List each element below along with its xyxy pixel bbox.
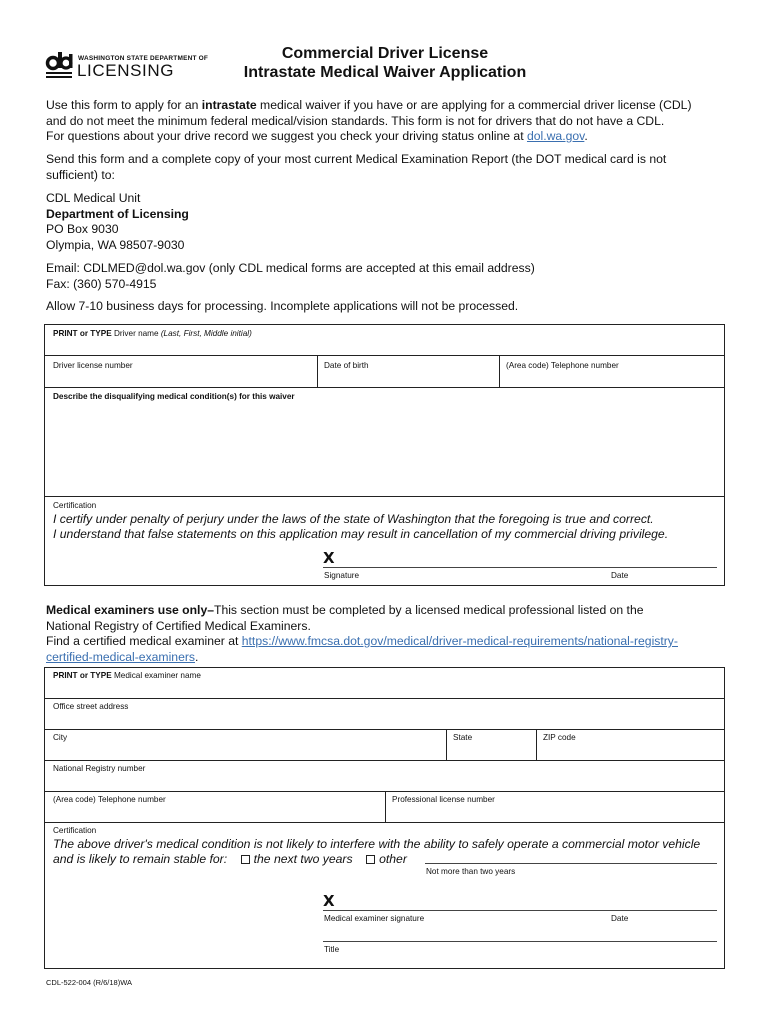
driver-signature-line[interactable] bbox=[323, 567, 717, 568]
driver-license-number-field[interactable]: Driver license number bbox=[53, 361, 133, 370]
examiner-intro: Medical examiners use only–This section must be completed by a licensed medical professional listed on the National Registry of Certified Medical Examiners. Find a certified medical examiner at https://www.fmcsa.dot.gov/medical/driver-medical-requirements/national-registry- certified-medical-examiners. bbox=[46, 603, 678, 664]
form-number: CDL-522-004 (R/6/18)WA bbox=[46, 978, 133, 987]
agency-name-small: WASHINGTON STATE DEPARTMENT OF bbox=[78, 55, 209, 62]
professional-license-number-field[interactable]: Professional license number bbox=[392, 795, 495, 804]
examiner-signature-line[interactable] bbox=[323, 910, 717, 911]
date-of-birth-field[interactable]: Date of birth bbox=[324, 361, 369, 370]
fax-text: Fax: (360) 570-4915 bbox=[46, 276, 157, 291]
driver-form bbox=[44, 324, 725, 586]
dol-logo-icon bbox=[44, 52, 74, 80]
zip-code-field[interactable]: ZIP code bbox=[543, 733, 576, 742]
checkbox-icon bbox=[366, 855, 375, 864]
city-field[interactable]: City bbox=[53, 733, 68, 742]
driver-certification-label: Certification bbox=[53, 501, 97, 510]
examiner-name-field[interactable]: PRINT or TYPE Medical examiner name bbox=[53, 671, 201, 680]
title-line[interactable] bbox=[323, 941, 717, 942]
other-duration-line[interactable] bbox=[425, 863, 717, 864]
contact-info bbox=[46, 261, 736, 292]
other-duration-hint: Not more than two years bbox=[426, 867, 516, 876]
driver-telephone-field[interactable]: (Area code) Telephone number bbox=[506, 361, 619, 370]
processing-note: Allow 7-10 business days for processing. Incomplete applications will not be processed. bbox=[46, 299, 519, 313]
driver-name-field[interactable]: PRINT or TYPE Driver name (Last, First, Middle initial) bbox=[53, 329, 252, 338]
driver-date-label: Date bbox=[611, 571, 629, 580]
stability-question: and is likely to remain stable for: the next two years other bbox=[53, 852, 407, 866]
page-title-line1: Commercial Driver License bbox=[281, 45, 489, 62]
national-registry-number-field[interactable]: National Registry number bbox=[53, 764, 146, 773]
examiner-signature-x-mark: X bbox=[323, 892, 335, 910]
two-years-checkbox[interactable]: the next two years bbox=[241, 852, 353, 866]
examiner-certification-label: Certification bbox=[53, 826, 97, 835]
agency-name-large: LICENSING bbox=[77, 61, 175, 80]
examiner-telephone-field[interactable]: (Area code) Telephone number bbox=[53, 795, 166, 804]
fmcsa-registry-link-continued[interactable]: certified-medical-examiners bbox=[46, 649, 196, 664]
medical-condition-field[interactable]: Describe the disqualifying medical condition(s) for this waiver bbox=[53, 392, 295, 401]
page-title-line2: Intrastate Medical Waiver Application bbox=[243, 64, 527, 81]
dol-website-link[interactable]: dol.wa.gov bbox=[526, 129, 585, 143]
examiner-date-label: Date bbox=[611, 914, 629, 923]
send-instructions: Send this form and a complete copy of your most current Medical Examination Report (the DOT medical card is not sufficient) to: bbox=[46, 152, 667, 182]
fmcsa-registry-link[interactable]: https://www.fmcsa.dot.gov/medical/driver-medical-requirements/national-registry- bbox=[241, 634, 678, 648]
mailing-address: CDL Medical Unit Department of Licensing PO Box 9030 Olympia, WA 98507-9030 bbox=[46, 191, 189, 252]
driver-certification-text: I certify under penalty of perjury under the laws of the state of Washington that the foregoing is true and correct. I understand that false statements on this application may result in cancellation of my commercial driving privilege. bbox=[53, 512, 669, 541]
office-address-field[interactable]: Office street address bbox=[53, 702, 129, 711]
examiner-certification-text: The above driver's medical condition is not likely to interfere with the ability to safely operate a commercial motor vehicle bbox=[53, 837, 701, 851]
other-checkbox[interactable]: other bbox=[366, 852, 407, 866]
checkbox-icon bbox=[241, 855, 250, 864]
examiner-signature-label: Medical examiner signature bbox=[324, 914, 425, 923]
signature-label: Signature bbox=[324, 571, 360, 580]
email-text: Email: CDLMED@dol.wa.gov (only CDL medical forms are accepted at this email address) bbox=[46, 261, 535, 275]
state-field[interactable]: State bbox=[453, 733, 473, 742]
title-label: Title bbox=[324, 945, 340, 954]
intro-paragraph: Use this form to apply for an intrastate medical waiver if you have or are applying for a commercial driver license (CDL) and do not meet the minimum federal medical/vision standards. This form is not for drivers that do not have a CDL. For questions about your drive record we suggest you check your driving status online at dol.wa.gov. bbox=[46, 98, 692, 143]
driver-signature-x-mark: X bbox=[323, 549, 335, 567]
